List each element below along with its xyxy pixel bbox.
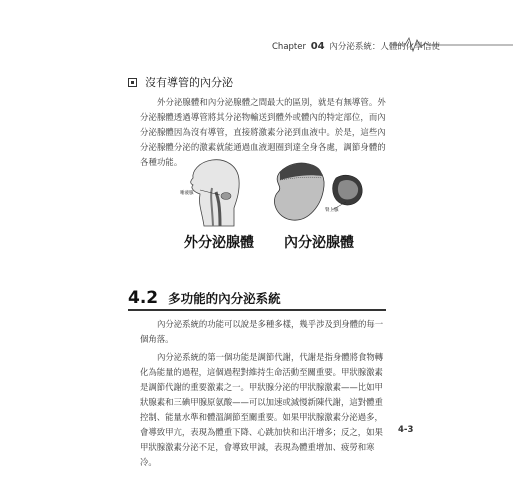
section-heading xyxy=(128,288,281,308)
chapter-title: 內分泌系統：人體的化學信使 xyxy=(329,42,440,52)
section-paragraph-1: 內分泌系統的功能可以說是多種多樣，幾乎涉及到身體的每一個角落。 xyxy=(140,319,384,344)
section-number: 4.2 xyxy=(128,288,159,308)
adrenal-gland-label: 腎上腺 xyxy=(325,208,339,213)
section-paragraph-2: 內分泌系統的第一個功能是調節代謝，代謝是指身體將食物轉化為能量的過程，這個過程對維持生命活動至關重要。甲狀腺激素是調節代謝的重要激素之一。甲狀腺分泌的甲狀腺激素——比如甲狀腺素和三碘甲腺原氨酸——可以加速或減慢新陳代謝，這對體重控制、能量水準和體溫調節至關重要。如果甲狀腺激素分泌過多，會導致甲亢，表現為體重下降、心跳加快和出汗增多；反之，如果甲狀腺激素分泌不足，會導致甲減，表現為體重增加、疲勞和寒冷。 xyxy=(140,352,384,467)
square-bullet-icon xyxy=(128,78,137,87)
page-number: 4-3 xyxy=(398,425,414,435)
salivary-gland-label: 唾液腺 xyxy=(180,191,194,196)
endocrine-caption: 內分泌腺體 xyxy=(284,235,354,251)
chapter-label: Chapter xyxy=(272,42,306,52)
exocrine-head-illustration xyxy=(176,152,376,232)
header-wave-ornament xyxy=(393,34,513,54)
section-rule xyxy=(128,309,386,311)
subsection-paragraph: 外分泌腺體和內分泌腺體之間最大的區別，就是有無導管。外分泌腺體透過導管將其分泌物輸送到體外或體內的特定部位，而內分泌腺體因為沒有導管，直接將激素分泌到血液中。於是，這些內分泌腺體分泌的激素就能通過血液迴圈到達全身各處，調節身體的各種功能。 xyxy=(140,97,386,167)
exocrine-caption: 外分泌腺體 xyxy=(184,235,254,251)
section-title: 多功能的內分泌系統 xyxy=(168,291,281,306)
chapter-number: 04 xyxy=(310,41,325,52)
subsection-title: 沒有導管的內分泌 xyxy=(145,76,233,89)
subsection-heading xyxy=(128,74,233,90)
